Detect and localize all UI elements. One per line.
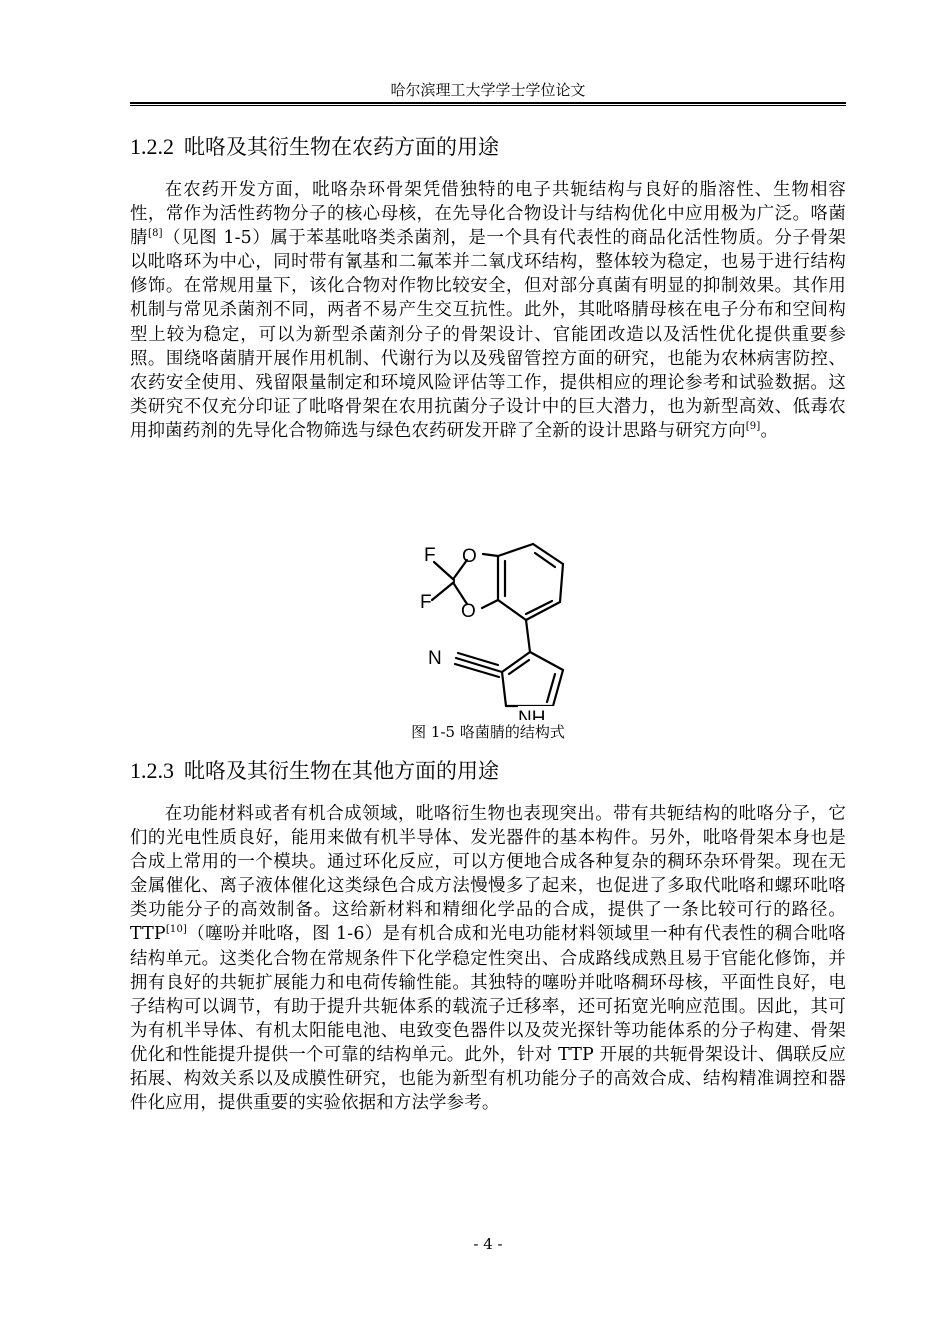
section-title-text: 吡咯及其衍生物在其他方面的用途	[184, 759, 499, 783]
citation-ref: [9]	[745, 420, 761, 432]
triple-bond	[455, 664, 499, 677]
atom-f-top: F	[424, 545, 436, 566]
atom-f-bottom: F	[420, 592, 432, 613]
paragraph-text: 在农药开发方面，吡咯杂环骨架凭借独特的电子共轭结构与良好的脂溶性、生物相容性，常作为活性药物分子的核心母核，在先导化合物设计与结构优化中应用极为广泛。咯菌腈	[130, 180, 846, 249]
atom-n-cyano: N	[428, 648, 442, 669]
paragraph-text: （噻吩并吡咯，图 1-6）是有机合成和光电功能材料领域里一种有代表性的稠合吡咯结构单元。这类化合物在常规条件下化学稳定性突出、合成路线成熟且易于官能化修饰，并拥有良好的共轭扩展能力和电荷传输性能。其独特的噻吩并吡咯稠环母核，平面性良好，电子结构可以调节，有助于提升共轭体系的载流子迁移率，还可拓宽光响应范围。因此，其可为有机半导体、有机太阳能电池、电致变色器件以及荧光探针等功能体系的分子构建、骨架优化和性能提升提供一个可靠的结构单元。此外，针对 TTP 开展的共轭骨架设计、偶联反应拓展、构效关系以及成膜性研究，也能为新型有机功能分子的高效合成、结构精准调控和器件化应用，提供重要的实验依据和方法学参考。	[130, 924, 846, 1114]
header-rule-thin	[130, 105, 846, 106]
header-rule	[130, 102, 846, 104]
citation-ref: [10]	[165, 924, 188, 936]
double-bond	[535, 553, 555, 567]
triple-bond	[458, 653, 498, 665]
bond	[498, 544, 533, 556]
page-number: - 4 -	[473, 1235, 503, 1253]
atom-o-top: O	[462, 546, 477, 567]
paragraph-agrochemical	[130, 178, 846, 443]
section-title-text: 吡咯及其衍生物在农药方面的用途	[184, 135, 499, 159]
paragraph-text: 。	[760, 420, 779, 441]
running-header: 哈尔滨理工大学学士学位论文	[390, 81, 586, 99]
section-heading-1-2-3	[130, 757, 499, 785]
bond	[498, 600, 526, 620]
section-heading-1-2-2	[130, 133, 499, 161]
double-bond	[509, 660, 529, 674]
figure-caption: 图 1-5 咯菌腈的结构式	[411, 723, 565, 741]
paragraph-text: 在功能材料或者有机合成领域，吡咯衍生物也表现突出。带有共轭结构的吡咯分子，它们的光电性质良好，能用来做有机半导体、发光器件的基本构件。另外，吡咯骨架本身也是合成上常用的一个模块。通过环化反应，可以方便地合成各种复杂的稠环杂环骨架。现在无金属催化、离子液体催化这类绿色合成方法慢慢多了起来，也促进了多取代吡咯和螺环吡咯类功能分子的高效制备。这给新材料和精细化学品的合成，提供了一条比较可行的路径。TTP	[130, 804, 846, 945]
citation-ref: [8]	[148, 228, 163, 240]
bond	[482, 600, 498, 608]
section-number: 1.2.3	[130, 758, 174, 783]
paragraph-other-applications	[130, 802, 846, 1115]
atom-nh: NH	[518, 708, 546, 720]
paragraph-text: （见图 1-5）属于苯基吡咯类杀菌剂，是一个具有代表性的商品化活性物质。分子骨架以吡咯环为中心，同时带有氰基和二氟苯并二氧戊环结构，整体较为稳定，也易于进行结构修饰。在常规用量下，该化合物对作物比较安全，但对部分真菌有明显的抑制效果。其作用机制与常见杀菌剂不同，两者不易产生交互抗性。此外，其吡咯腈母核在电子分布和空间构型上较为稳定，可以为新型杀菌剂分子的骨架设计、官能团改造以及活性优化提供重要参照。围绕咯菌腈开展作用机制、代谢行为以及残留管控方面的研究，也能为农林病害防控、农药安全使用、残留限量制定和环境风险评估等工作，提供相应的理论参考和试验数据。这类研究不仅充分印证了吡咯骨架在农用抗菌分子设计中的巨大潜力，也为新型高效、低毒农用抑菌药剂的先导化合物筛选与绿色农药研发开辟了全新的设计思路与研究方向	[130, 228, 847, 441]
bond	[526, 620, 530, 652]
bond	[434, 562, 454, 580]
bond	[502, 672, 506, 706]
bond	[432, 582, 454, 600]
bond	[530, 652, 563, 670]
fludioxonil-structure-figure	[398, 540, 578, 720]
atom-o-bottom: O	[461, 601, 476, 622]
section-number: 1.2.2	[130, 134, 174, 159]
bond	[560, 564, 563, 602]
bond	[483, 554, 498, 556]
fludioxonil-structure-svg	[398, 540, 578, 720]
double-bond	[547, 674, 555, 702]
